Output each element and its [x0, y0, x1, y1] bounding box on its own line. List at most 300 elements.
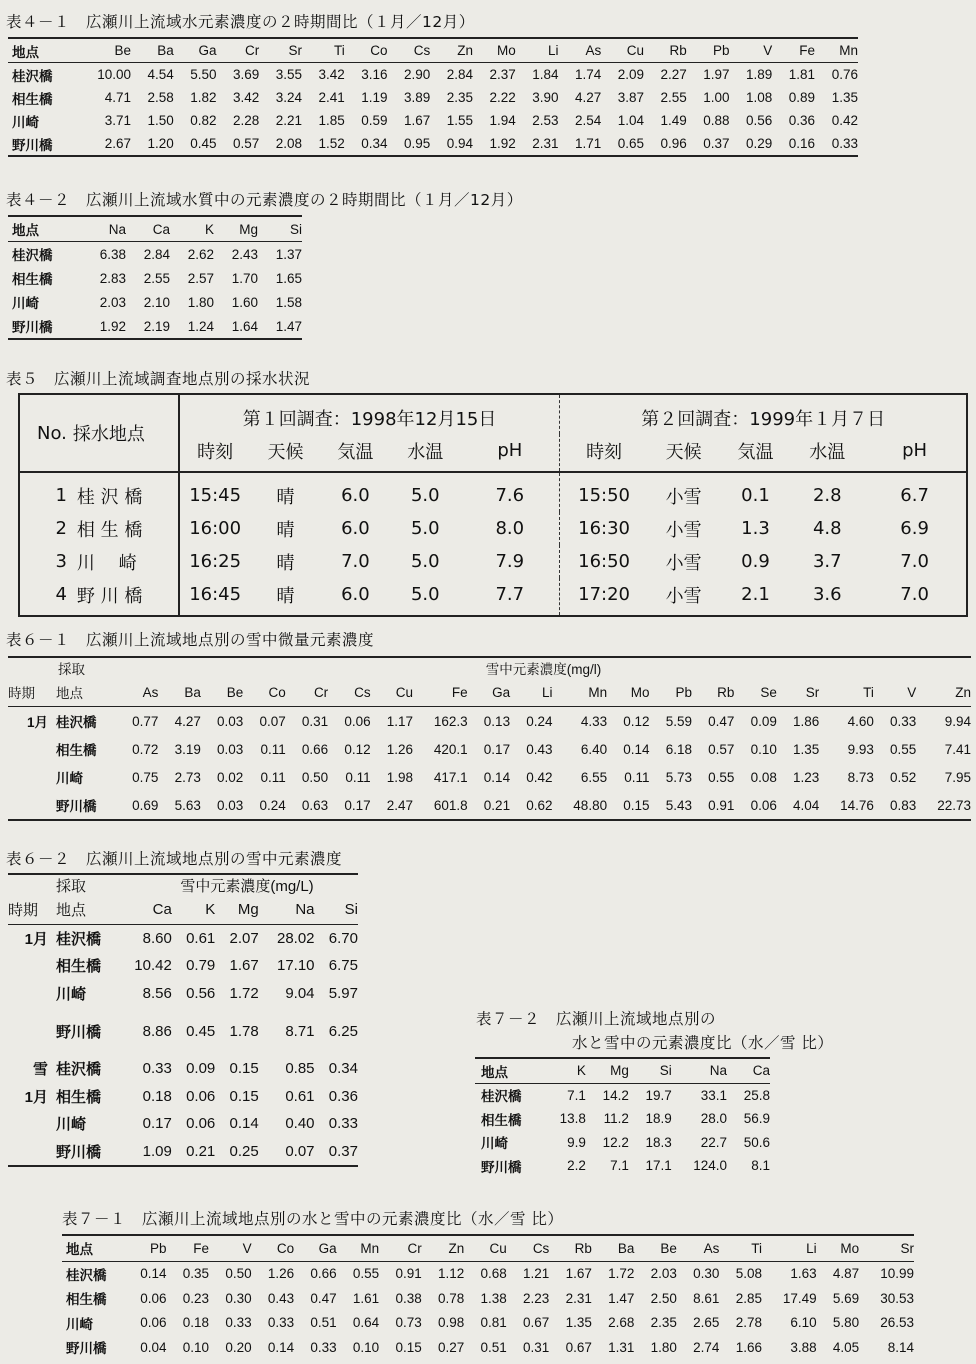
value-cell: 0.37 [328, 1142, 358, 1160]
value-cell: 25.8 [743, 1087, 770, 1103]
value-cell: 2.37 [489, 67, 516, 82]
value-cell: 2.08 [275, 136, 302, 151]
value-cell: 6.10 [790, 1315, 817, 1331]
value-cell: 16:45 [189, 584, 242, 605]
value-cell: 3.71 [104, 113, 131, 128]
value-cell: 1.08 [745, 90, 773, 105]
value-cell: 2.84 [446, 67, 473, 82]
value-cell: 420.1 [433, 741, 468, 757]
value-cell: 3.24 [275, 90, 302, 105]
table-row [8, 791, 971, 820]
value-cell: 0.06 [750, 797, 777, 813]
value-cell: 601.8 [433, 797, 468, 813]
value-cell: 16:25 [189, 551, 242, 572]
column-header: 水温 [809, 441, 846, 463]
table-row [8, 86, 858, 109]
value-cell: 1.78 [229, 1022, 259, 1040]
column-header: Cs [354, 684, 371, 700]
value-cell: 2.54 [574, 113, 602, 128]
value-cell: 0.12 [623, 713, 650, 729]
column-header: Ti [333, 43, 345, 58]
value-cell: 晴 [276, 552, 295, 574]
table-header-row [62, 1235, 914, 1261]
site-cell: 桂 沢 橋 [67, 472, 179, 512]
value-cell: 5.73 [665, 769, 692, 785]
column-header: 気温 [737, 441, 774, 463]
value-cell: 0.43 [526, 741, 553, 757]
value-cell: 晴 [276, 585, 295, 607]
value-cell: 2.27 [660, 67, 687, 82]
value-cell: 0.50 [301, 769, 329, 785]
column-header: Li [542, 684, 553, 700]
value-cell: 0.85 [285, 1060, 315, 1078]
table-row [8, 924, 358, 952]
value-cell: 1.47 [608, 1290, 635, 1306]
value-cell: 2.67 [104, 136, 131, 151]
column-header: Mn [360, 1240, 380, 1256]
period-cell [8, 791, 52, 820]
value-cell: 0.17 [483, 741, 511, 757]
value-cell: 0.98 [437, 1315, 465, 1331]
value-cell: 7.41 [944, 741, 971, 757]
table-header-row [8, 216, 302, 242]
site-cell: 野川橋 [481, 1159, 522, 1175]
value-cell: 17.1 [645, 1158, 672, 1174]
value-cell: 0.04 [140, 1339, 167, 1355]
value-cell: 1.80 [650, 1339, 677, 1355]
period-cell: 1月 [26, 715, 48, 730]
value-cell: 0.14 [267, 1339, 295, 1355]
table-5-caption: 表５ 広瀬川上流域調査地点別の採水状況 [6, 370, 311, 388]
table-row [8, 132, 858, 156]
table-5-header-row-1 [19, 394, 967, 434]
table-6-2-caption: 表６－２ 広瀬川上流域地点別の雪中元素濃度 [6, 850, 343, 868]
table-row [19, 472, 967, 512]
value-cell: 4.60 [847, 713, 874, 729]
value-cell: 2.09 [617, 67, 644, 82]
value-cell: 4.05 [832, 1339, 860, 1355]
value-cell: 1.58 [275, 294, 302, 310]
site-cell: 相生橋 [56, 1088, 102, 1106]
value-cell: 0.56 [745, 113, 773, 128]
sample-header: 採取 [56, 878, 87, 895]
value-cell: 1.31 [608, 1339, 635, 1355]
column-header: Co [370, 43, 388, 58]
value-cell: 0.27 [437, 1339, 465, 1355]
value-cell: 1.38 [480, 1290, 507, 1306]
table-row [62, 1335, 914, 1360]
value-cell: 0.45 [186, 1022, 216, 1040]
value-cell: 0.75 [132, 769, 159, 785]
value-cell: 162.3 [433, 713, 468, 729]
value-cell: 0.68 [480, 1266, 507, 1282]
value-cell: 7.0 [900, 551, 929, 572]
value-cell: 7.1 [567, 1087, 586, 1103]
column-header: As [703, 1240, 720, 1256]
value-cell: 1.85 [318, 113, 345, 128]
value-cell: 22.7 [700, 1134, 728, 1150]
value-cell: 0.15 [395, 1339, 422, 1355]
site-cell: 相 生 橋 [67, 512, 179, 545]
value-cell: 小雪 [665, 519, 702, 541]
table-row [19, 512, 967, 545]
column-header: 地点 [12, 44, 39, 60]
value-cell: 5.08 [735, 1266, 762, 1282]
column-header: Mg [610, 1063, 629, 1079]
survey-1-header: 第１回調査：1998年12月15日 [179, 394, 560, 434]
value-cell: 0.34 [361, 136, 388, 151]
value-cell: 1.67 [229, 957, 259, 975]
table-row [8, 952, 358, 980]
value-cell: 1.63 [790, 1266, 817, 1282]
value-cell: 1.94 [489, 113, 516, 128]
table-header-row [475, 1058, 770, 1083]
table-7-1-caption: 表７－１ 広瀬川上流域地点別の水と雪中の元素濃度比（水／雪 比） [62, 1210, 564, 1228]
value-cell: 0.18 [182, 1315, 210, 1331]
value-cell: 2.50 [650, 1290, 677, 1306]
value-cell: 1.97 [703, 67, 730, 82]
value-cell: 3.69 [232, 67, 260, 82]
row-number: 4 [55, 584, 67, 605]
value-cell: 28.02 [276, 929, 315, 947]
column-header: 時刻 [197, 441, 234, 463]
sample-header: 採取 [58, 662, 85, 677]
table-6-1-header-row-2 [8, 678, 971, 707]
value-cell: 28.0 [700, 1111, 728, 1127]
value-cell: 50.6 [743, 1134, 770, 1150]
row-number: 1 [55, 485, 67, 506]
value-cell: 0.10 [182, 1339, 210, 1355]
value-cell: 9.9 [567, 1134, 586, 1150]
value-cell: 0.11 [260, 741, 286, 757]
column-header: Be [114, 43, 131, 58]
value-cell: 0.78 [437, 1290, 465, 1306]
site-cell: 桂沢橋 [56, 930, 102, 948]
value-cell: 0.13 [483, 713, 511, 729]
site-cell: 野川橋 [12, 320, 53, 335]
value-cell: 0.95 [403, 136, 431, 151]
no-header: No. [19, 394, 67, 472]
site-cell: 川崎 [56, 771, 83, 786]
table-row [8, 707, 971, 736]
table-row [8, 314, 302, 339]
value-cell: 8.14 [887, 1339, 914, 1355]
value-cell: 0.15 [229, 1060, 259, 1078]
site-cell: 相生橋 [66, 1292, 107, 1308]
value-cell: 0.11 [624, 769, 650, 785]
table-row [8, 1055, 358, 1083]
value-cell: 7.0 [341, 551, 370, 572]
table-4-2-caption: 表４－２ 広瀬川上流域水質中の元素濃度の２時期間比（１月／12月） [6, 191, 523, 209]
table-row [8, 109, 858, 132]
value-cell: 8.0 [460, 512, 560, 545]
period-header: 時期 [8, 902, 39, 920]
value-cell: 1.19 [361, 90, 388, 105]
value-cell: 2.31 [532, 136, 559, 151]
value-cell: 0.06 [186, 1115, 216, 1133]
value-cell: 1.52 [318, 136, 345, 151]
value-cell: 0.79 [186, 957, 216, 975]
value-cell: 4.33 [580, 713, 608, 729]
value-cell: 2.55 [143, 270, 170, 286]
column-header: Cr [244, 43, 260, 58]
value-cell: 2.83 [99, 270, 126, 286]
value-cell: 0.67 [523, 1315, 550, 1331]
value-cell: 0.03 [217, 741, 244, 757]
value-cell: 30.53 [880, 1290, 914, 1306]
value-cell: 0.81 [480, 1315, 507, 1331]
site-cell: 野川橋 [56, 1023, 102, 1041]
value-cell: 0.18 [142, 1087, 172, 1105]
column-header: Ga [492, 684, 511, 700]
value-cell: 1.67 [565, 1266, 592, 1282]
value-cell: 1.20 [147, 136, 174, 151]
value-cell: 7.9 [460, 545, 560, 578]
column-header: 天候 [665, 441, 702, 463]
value-cell: 6.0 [341, 485, 370, 506]
value-cell: 1.3 [741, 518, 770, 539]
column-header: 地点 [12, 223, 39, 238]
column-header: Sr [805, 684, 820, 700]
value-cell: 0.06 [186, 1087, 216, 1105]
value-cell: 0.17 [142, 1115, 172, 1133]
value-cell: 0.50 [225, 1266, 252, 1282]
value-cell: 1.71 [574, 136, 602, 151]
value-cell: 0.09 [186, 1060, 216, 1078]
table-row [62, 1261, 914, 1286]
column-header: Zn [955, 684, 971, 700]
value-cell: 0.30 [693, 1266, 720, 1282]
value-cell: 2.58 [147, 90, 174, 105]
site-cell: 野川橋 [56, 1143, 102, 1161]
value-cell: 1.61 [352, 1290, 380, 1306]
period-header: 時期 [8, 686, 35, 701]
column-header: 天候 [267, 441, 304, 463]
value-cell: 0.83 [890, 797, 917, 813]
column-header: Zn [457, 43, 473, 58]
value-cell: 6.55 [580, 769, 608, 785]
period-cell [8, 763, 52, 791]
value-cell: 2.10 [143, 294, 170, 310]
value-cell: 0.33 [890, 713, 917, 729]
value-cell: 2.21 [275, 113, 302, 128]
value-cell: 8.71 [285, 1022, 315, 1040]
value-cell: 16:00 [189, 518, 242, 539]
value-cell: 4.71 [104, 90, 131, 105]
value-cell: 3.88 [790, 1339, 817, 1355]
value-cell: 26.53 [880, 1315, 914, 1331]
column-header: Cs [532, 1240, 550, 1256]
table-row [475, 1107, 770, 1131]
value-cell: 0.07 [285, 1142, 315, 1160]
value-cell: 4.87 [832, 1266, 860, 1282]
value-cell: 5.80 [832, 1315, 860, 1331]
value-cell: 0.11 [345, 769, 371, 785]
table-row [475, 1083, 770, 1107]
value-cell: 0.55 [352, 1266, 380, 1282]
value-cell: 6.9 [900, 518, 929, 539]
value-cell: 5.0 [410, 485, 440, 506]
value-cell: 0.69 [132, 797, 159, 813]
column-header: Rb [574, 1240, 592, 1256]
value-cell: 0.91 [395, 1266, 422, 1282]
value-cell: 2.22 [489, 90, 516, 105]
value-cell: 6.7 [900, 485, 929, 506]
value-cell: 2.03 [650, 1266, 677, 1282]
value-cell: 1.81 [788, 67, 815, 82]
value-cell: 0.02 [217, 769, 244, 785]
table-row [62, 1311, 914, 1336]
value-cell: 7.1 [610, 1158, 629, 1174]
value-cell: 0.23 [182, 1290, 210, 1306]
column-header: Sr [900, 1240, 914, 1256]
column-header: Si [344, 901, 358, 919]
value-cell: 0.07 [259, 713, 286, 729]
value-cell: 0.34 [328, 1060, 358, 1078]
value-cell: 14.76 [840, 797, 874, 813]
value-cell: 12.2 [602, 1134, 629, 1150]
table-row [8, 266, 302, 290]
value-cell: 417.1 [433, 769, 468, 785]
value-cell: 3.6 [812, 584, 842, 605]
value-cell: 5.0 [410, 518, 440, 539]
table-header-row [8, 38, 858, 63]
value-cell: 0.76 [831, 67, 858, 82]
column-header: 水温 [407, 441, 444, 463]
column-header: pH [902, 440, 928, 461]
column-header: Rb [717, 684, 735, 700]
site-cell: 川 崎 [67, 545, 179, 578]
period-cell [8, 952, 52, 980]
value-cell: 0.38 [395, 1290, 422, 1306]
value-cell: 1.24 [187, 318, 214, 334]
value-cell: 3.87 [617, 90, 644, 105]
column-header: Zn [448, 1240, 465, 1256]
value-cell: 0.24 [526, 713, 553, 729]
value-cell: 5.69 [832, 1290, 860, 1306]
value-cell: 1.60 [231, 294, 258, 310]
value-cell: 1.65 [275, 270, 302, 286]
column-header: Na [709, 1063, 728, 1079]
value-cell: 3.90 [532, 90, 559, 105]
value-cell: 1.35 [565, 1315, 592, 1331]
value-cell: 小雪 [665, 552, 702, 574]
site-header: 地点 [56, 902, 87, 920]
value-cell: 0.36 [328, 1087, 358, 1105]
value-cell: 0.43 [267, 1290, 295, 1306]
value-cell: 0.03 [217, 713, 244, 729]
value-cell: 0.33 [328, 1115, 358, 1133]
value-cell: 1.12 [437, 1266, 465, 1282]
value-cell: 3.7 [812, 551, 842, 572]
column-header: As [142, 684, 159, 700]
site-cell: 野川橋 [66, 1341, 107, 1357]
column-header: Fe [193, 1240, 210, 1256]
value-cell: 7.6 [460, 472, 560, 512]
value-cell: 2.28 [232, 113, 260, 128]
table-6-1 [8, 656, 971, 821]
value-cell: 0.62 [526, 797, 553, 813]
value-cell: 3.16 [361, 67, 388, 82]
column-header: Mo [496, 43, 516, 58]
table-row [8, 1138, 358, 1167]
value-cell: 1.50 [147, 113, 174, 128]
value-cell: 1.72 [229, 984, 259, 1002]
value-cell: 1.17 [386, 713, 414, 729]
table-row [475, 1154, 770, 1178]
snow-concentration-header: 雪中元素濃度(mg/l) [485, 662, 602, 677]
site-cell: 野川橋 [12, 137, 53, 153]
value-cell: 6.0 [341, 584, 370, 605]
column-header: V [763, 43, 773, 58]
site-cell: 川崎 [56, 1116, 87, 1134]
value-cell: 小雪 [665, 486, 702, 508]
value-cell: 0.24 [259, 797, 286, 813]
site-cell: 野川橋 [56, 799, 97, 814]
value-cell: 2.55 [660, 90, 687, 105]
value-cell: 0.47 [310, 1290, 337, 1306]
value-cell: 6.25 [328, 1022, 358, 1040]
value-cell: 1.64 [231, 318, 258, 334]
table-4-1 [8, 37, 858, 157]
value-cell: 2.1 [741, 584, 770, 605]
value-cell: 1.98 [386, 769, 414, 785]
period-cell: 雪 [32, 1061, 48, 1079]
column-header: Be [226, 684, 244, 700]
column-header: Cr [407, 1240, 422, 1256]
column-header: Cr [313, 684, 329, 700]
value-cell: 124.0 [693, 1158, 728, 1174]
value-cell: 8.1 [751, 1158, 770, 1174]
value-cell: 3.42 [318, 67, 345, 82]
value-cell: 0.77 [132, 713, 159, 729]
table-row [62, 1286, 914, 1311]
value-cell: 6.0 [341, 518, 370, 539]
value-cell: 1.23 [793, 769, 820, 785]
value-cell: 0.61 [285, 1087, 315, 1105]
period-cell [8, 1110, 52, 1138]
table-7-2-caption: 表７－２ 広瀬川上流域地点別の [476, 1010, 717, 1028]
column-header: Fe [799, 43, 815, 58]
value-cell: 晴 [276, 519, 295, 541]
period-cell [8, 735, 52, 763]
value-cell: 7.95 [944, 769, 971, 785]
value-cell: 0.17 [344, 797, 371, 813]
value-cell: 0.91 [708, 797, 735, 813]
value-cell: 15:50 [578, 485, 630, 506]
site-cell: 野 川 橋 [67, 578, 179, 616]
value-cell: 5.0 [410, 551, 440, 572]
table-6-1-caption: 表６－１ 広瀬川上流域地点別の雪中微量元素濃度 [6, 631, 375, 649]
column-header: Ba [617, 1240, 635, 1256]
value-cell: 0.21 [483, 797, 511, 813]
table-row [475, 1131, 770, 1155]
column-header: Ca [152, 901, 172, 919]
column-header: Rb [669, 43, 687, 58]
value-cell: 3.89 [403, 90, 431, 105]
column-header: K [205, 901, 216, 919]
value-cell: 2.57 [187, 270, 214, 286]
value-cell: 2.85 [735, 1290, 762, 1306]
column-header: Se [760, 684, 777, 700]
value-cell: 0.06 [140, 1290, 167, 1306]
value-cell: 2.68 [608, 1315, 635, 1331]
value-cell: 0.45 [190, 136, 217, 151]
column-header: Ba [184, 684, 201, 700]
value-cell: 0.10 [750, 741, 777, 757]
column-header: Pb [150, 1240, 167, 1256]
site-header: 採水地点 [67, 394, 179, 472]
